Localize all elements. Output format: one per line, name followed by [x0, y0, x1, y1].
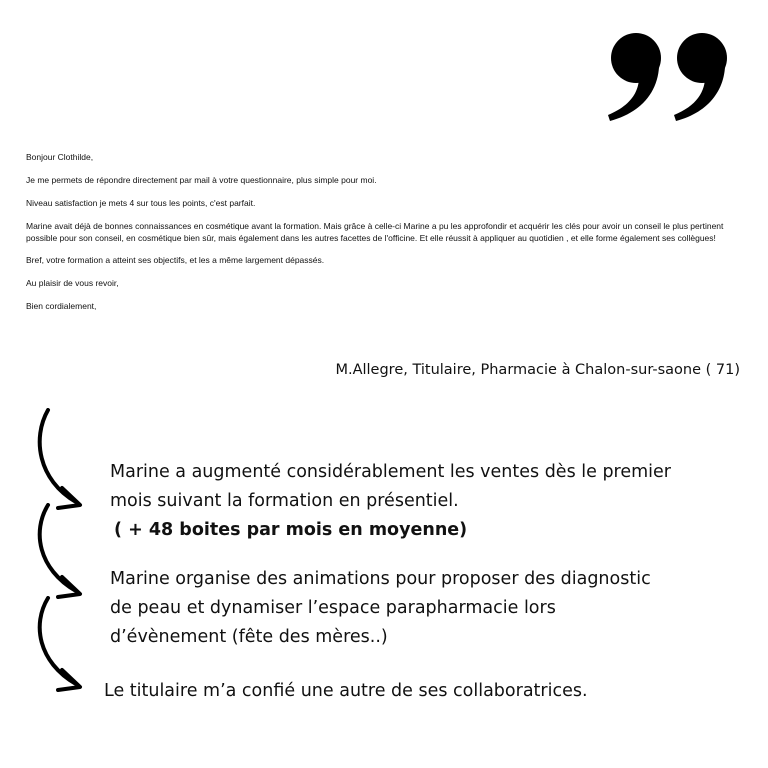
email-paragraph: Marine avait déjà de bonnes connaissances en cosmétique avant la formation. Mais grâce à celle-ci Marine a pu les approfondir et acquérir les clés pour avoir un conseil le plus pertinent possible pour son conseil, en cosmétique bien sûr, mais également dans les autres facettes de l'officine. Et elle réussit à appliquer au quotidien , et elle forme également ses collègues! [26, 221, 724, 243]
email-greeting: Bonjour Clothilde, [26, 152, 94, 162]
point-text: mois suivant la formation en présentiel. [110, 491, 459, 511]
curved-arrow-icon [32, 596, 92, 696]
point-highlight: ( + 48 boites par mois en moyenne) [114, 520, 468, 540]
closing-quote-icon [606, 30, 738, 126]
result-point [110, 458, 671, 545]
email-line: Bref, votre formation a atteint ses objectifs, et les a même largement dépassés. [26, 255, 325, 265]
email-line: Au plaisir de vous revoir, [26, 278, 119, 288]
result-point [110, 565, 651, 652]
point-text: Marine a augmenté considérablement les ventes dès le premier [110, 462, 671, 482]
curved-arrow-icon [32, 408, 92, 514]
point-text: d’évènement (fête des mères..) [110, 627, 388, 647]
email-line: Niveau satisfaction je mets 4 sur tous les points, c'est parfait. [26, 198, 256, 208]
point-text: de peau et dynamiser l’espace parapharmacie lors [110, 598, 556, 618]
result-point [104, 677, 588, 706]
curved-arrow-icon [32, 503, 92, 603]
email-closing: Bien cordialement, [26, 301, 97, 311]
point-text: Marine organise des animations pour proposer des diagnostic [110, 569, 651, 589]
testimonial-signature: M.Allegre, Titulaire, Pharmacie à Chalon-sur-saone ( 71) [335, 362, 740, 378]
email-line: Je me permets de répondre directement par mail à votre questionnaire, plus simple pour moi. [26, 175, 377, 185]
email-body [26, 151, 748, 323]
point-text: Le titulaire m’a confié une autre de ses collaboratrices. [104, 681, 588, 701]
